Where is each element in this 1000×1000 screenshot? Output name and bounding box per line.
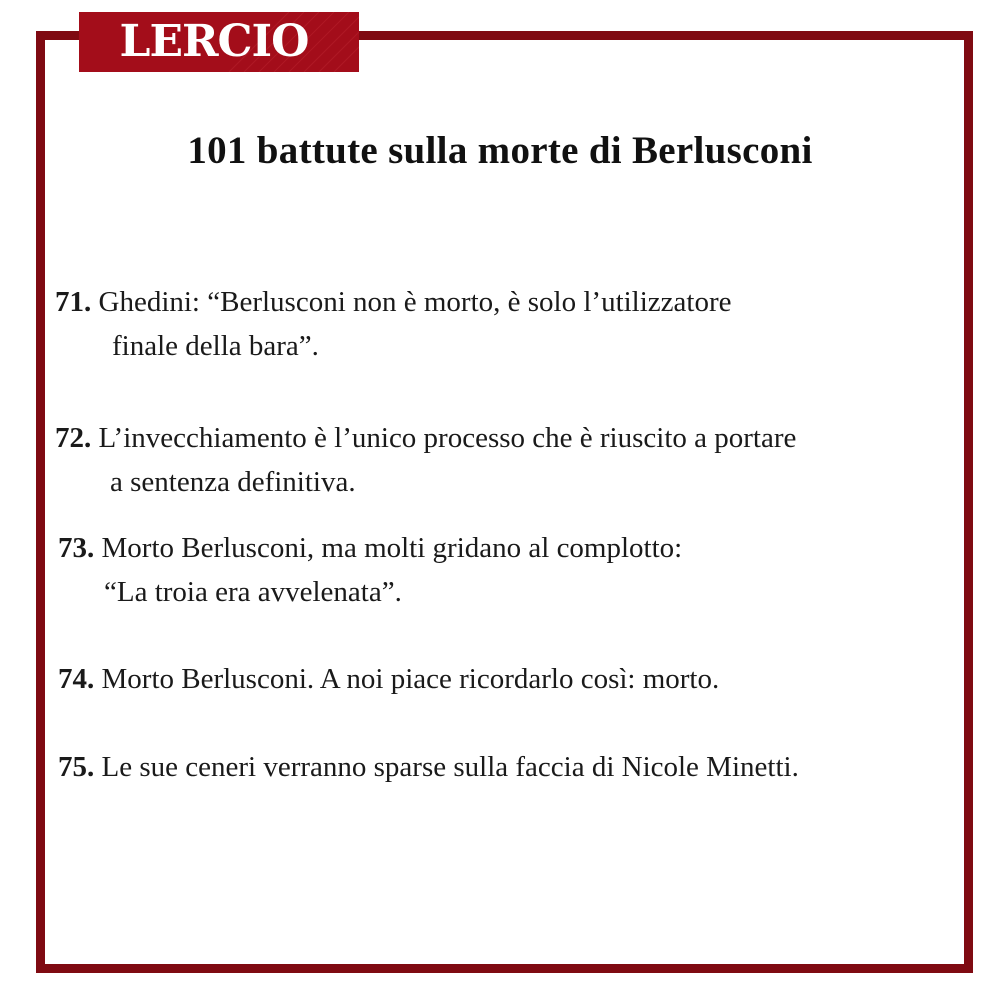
joke-73	[58, 526, 682, 614]
logo-text: LERCIO	[119, 16, 309, 67]
joke-74	[58, 657, 719, 701]
joke-72	[55, 416, 796, 504]
joke-text-line1: Le sue ceneri verranno sparse sulla faccia di Nicole Minetti.	[101, 751, 799, 783]
joke-number: 75.	[58, 751, 95, 783]
joke-text-line1: Morto Berlusconi. A noi piace ricordarlo così: morto.	[101, 663, 720, 695]
joke-text-line1: Ghedini: “Berlusconi non è morto, è solo l’utilizzatore	[98, 286, 732, 318]
joke-text-line2: “La troia era avvelenata”.	[104, 576, 402, 608]
joke-text-line1: Morto Berlusconi, ma molti gridano al complotto:	[101, 532, 683, 564]
joke-number: 71.	[55, 286, 92, 318]
joke-text-line1: L’invecchiamento è l’unico processo che è riuscito a portare	[98, 422, 797, 454]
joke-number: 72.	[55, 422, 92, 454]
joke-number: 74.	[58, 663, 95, 695]
joke-71	[55, 280, 732, 368]
page-title: 101 battute sulla morte di Berlusconi	[187, 129, 813, 172]
joke-75	[58, 745, 799, 789]
lercio-logo	[79, 12, 359, 72]
joke-text-line2: a sentenza definitiva.	[110, 466, 356, 498]
joke-text-line2: finale della bara”.	[112, 330, 319, 362]
joke-number: 73.	[58, 532, 95, 564]
